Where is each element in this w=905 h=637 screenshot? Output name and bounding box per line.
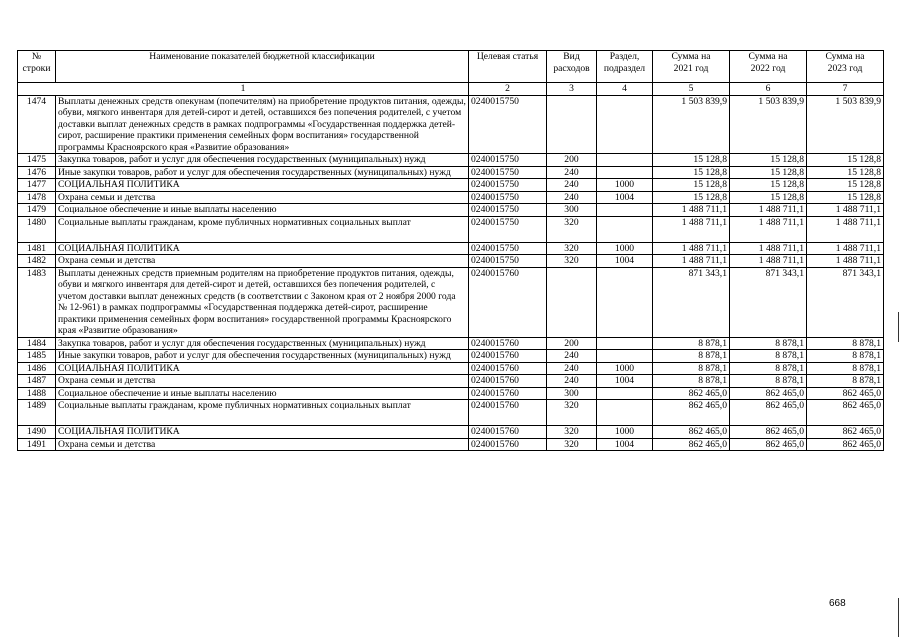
- sum-2022: 862 465,0: [730, 400, 807, 426]
- table-row: [18, 337, 884, 350]
- row-name: Закупка товаров, работ и услуг для обеспечения государственных (муниципальных) нужд: [56, 154, 469, 167]
- sum-2023: 862 465,0: [807, 438, 884, 451]
- row-name: Иные закупки товаров, работ и услуг для обеспечения государственных (муниципальных) нужд: [56, 166, 469, 179]
- row-name: Закупка товаров, работ и услуг для обеспечения государственных (муниципальных) нужд: [56, 337, 469, 350]
- header-row-no: № строки: [18, 51, 56, 83]
- sum-2023: 8 878,1: [807, 375, 884, 388]
- row-name: Охрана семьи и детства: [56, 191, 469, 204]
- row-number: 1484: [18, 337, 56, 350]
- row-name: Охрана семьи и детства: [56, 255, 469, 268]
- sum-2023: 1 488 711,1: [807, 242, 884, 255]
- section-code: [597, 337, 653, 350]
- table-row: [18, 204, 884, 217]
- row-number: 1487: [18, 375, 56, 388]
- table-row: [18, 242, 884, 255]
- table-row: [18, 95, 884, 154]
- sum-2023: 862 465,0: [807, 400, 884, 426]
- sum-2022: 862 465,0: [730, 426, 807, 439]
- expense-type: 320: [547, 255, 597, 268]
- budget-page: [17, 50, 884, 451]
- sum-2022: 15 128,8: [730, 166, 807, 179]
- section-code: 1000: [597, 242, 653, 255]
- sum-2021: 15 128,8: [653, 191, 730, 204]
- table-row: [18, 166, 884, 179]
- table-row: [18, 400, 884, 426]
- expense-type: 240: [547, 362, 597, 375]
- sum-2022: 8 878,1: [730, 362, 807, 375]
- scan-edge-mark: [898, 598, 899, 637]
- table-row: [18, 387, 884, 400]
- sum-2023: 15 128,8: [807, 191, 884, 204]
- row-name: Социальные выплаты гражданам, кроме публичных нормативных социальных выплат: [56, 216, 469, 242]
- page-number: 668: [829, 598, 846, 609]
- row-name: Социальное обеспечение и иные выплаты населению: [56, 387, 469, 400]
- row-name: Социальное обеспечение и иные выплаты населению: [56, 204, 469, 217]
- expense-type: 240: [547, 191, 597, 204]
- header-sum-2021: Сумма на 2021 год: [653, 51, 730, 83]
- header-target: Целевая статья: [469, 51, 547, 83]
- target-code: 0240015760: [469, 337, 547, 350]
- target-code: 0240015750: [469, 204, 547, 217]
- expense-type: 320: [547, 438, 597, 451]
- table-row: [18, 350, 884, 363]
- sum-2023: 1 488 711,1: [807, 216, 884, 242]
- row-number: 1488: [18, 387, 56, 400]
- section-code: [597, 387, 653, 400]
- sum-2022: 8 878,1: [730, 350, 807, 363]
- row-name: Выплаты денежных средств опекунам (попечителям) на приобретение продуктов питания, одежды, обуви, мягкого инвентаря для детей-сирот и детей, оставшихся без попечения родителей, с учетом доставки выплат денежных средств в рамках подпрограммы «Государственная поддержка детей-сирот, расширение практики применения семейных форм воспитания» государственной программы Красноярского края «Развитие образования»: [56, 95, 469, 154]
- sum-2021: 871 343,1: [653, 267, 730, 337]
- target-code: 0240015750: [469, 95, 547, 154]
- sum-2021: 862 465,0: [653, 438, 730, 451]
- sum-2023: 1 488 711,1: [807, 255, 884, 268]
- section-code: [597, 166, 653, 179]
- target-code: 0240015750: [469, 242, 547, 255]
- expense-type: 200: [547, 337, 597, 350]
- target-code: 0240015750: [469, 255, 547, 268]
- expense-type: 240: [547, 350, 597, 363]
- header-razdel: Раздел, подраздел: [597, 51, 653, 83]
- sum-2022: 15 128,8: [730, 179, 807, 192]
- table-row: [18, 267, 884, 337]
- sum-2021: 8 878,1: [653, 362, 730, 375]
- sum-2021: 1 503 839,9: [653, 95, 730, 154]
- scan-edge-mark: [898, 312, 899, 342]
- section-code: 1000: [597, 426, 653, 439]
- section-code: 1004: [597, 191, 653, 204]
- section-code: [597, 216, 653, 242]
- sum-2021: 1 488 711,1: [653, 255, 730, 268]
- section-code: 1004: [597, 438, 653, 451]
- sum-2022: 862 465,0: [730, 387, 807, 400]
- sum-2022: 871 343,1: [730, 267, 807, 337]
- sum-2022: 1 488 711,1: [730, 216, 807, 242]
- sum-2023: 8 878,1: [807, 362, 884, 375]
- table-body: [18, 95, 884, 451]
- header-name: Наименование показателей бюджетной классификации: [56, 51, 469, 83]
- row-number: 1483: [18, 267, 56, 337]
- sum-2021: 1 488 711,1: [653, 242, 730, 255]
- row-number: 1479: [18, 204, 56, 217]
- table-row: [18, 154, 884, 167]
- column-number-row: [18, 83, 884, 96]
- sum-2023: 1 488 711,1: [807, 204, 884, 217]
- target-code: 0240015760: [469, 400, 547, 426]
- target-code: 0240015750: [469, 216, 547, 242]
- column-number: 1: [18, 83, 469, 96]
- row-name: Охрана семьи и детства: [56, 438, 469, 451]
- target-code: 0240015760: [469, 426, 547, 439]
- row-number: 1486: [18, 362, 56, 375]
- expense-type: 300: [547, 387, 597, 400]
- expense-type: [547, 95, 597, 154]
- sum-2023: 15 128,8: [807, 154, 884, 167]
- expense-type: 320: [547, 426, 597, 439]
- target-code: 0240015750: [469, 191, 547, 204]
- column-number: 7: [807, 83, 884, 96]
- target-code: 0240015750: [469, 154, 547, 167]
- sum-2023: 8 878,1: [807, 337, 884, 350]
- sum-2021: 15 128,8: [653, 154, 730, 167]
- target-code: 0240015760: [469, 387, 547, 400]
- row-name: СОЦИАЛЬНАЯ ПОЛИТИКА: [56, 362, 469, 375]
- row-name: Иные закупки товаров, работ и услуг для обеспечения государственных (муниципальных) нужд: [56, 350, 469, 363]
- expense-type: 320: [547, 242, 597, 255]
- table-row: [18, 426, 884, 439]
- sum-2023: 15 128,8: [807, 166, 884, 179]
- sum-2022: 1 488 711,1: [730, 204, 807, 217]
- sum-2023: 15 128,8: [807, 179, 884, 192]
- expense-type: 240: [547, 166, 597, 179]
- expense-type: 320: [547, 216, 597, 242]
- section-code: [597, 204, 653, 217]
- header-sum-2023: Сумма на 2023 год: [807, 51, 884, 83]
- table-row: [18, 255, 884, 268]
- expense-type: 320: [547, 400, 597, 426]
- section-code: [597, 154, 653, 167]
- expense-type: 200: [547, 154, 597, 167]
- sum-2022: 8 878,1: [730, 337, 807, 350]
- expense-type: [547, 267, 597, 337]
- column-number: 6: [730, 83, 807, 96]
- sum-2021: 862 465,0: [653, 387, 730, 400]
- row-name: Охрана семьи и детства: [56, 375, 469, 388]
- expense-type: 240: [547, 179, 597, 192]
- table-row: [18, 362, 884, 375]
- row-name: СОЦИАЛЬНАЯ ПОЛИТИКА: [56, 426, 469, 439]
- table-row: [18, 216, 884, 242]
- header-sum-2022: Сумма на 2022 год: [730, 51, 807, 83]
- sum-2022: 1 488 711,1: [730, 242, 807, 255]
- expense-type: 300: [547, 204, 597, 217]
- sum-2021: 1 488 711,1: [653, 204, 730, 217]
- section-code: [597, 95, 653, 154]
- sum-2022: 15 128,8: [730, 154, 807, 167]
- row-number: 1490: [18, 426, 56, 439]
- row-number: 1489: [18, 400, 56, 426]
- target-code: 0240015760: [469, 362, 547, 375]
- sum-2021: 8 878,1: [653, 350, 730, 363]
- row-name: СОЦИАЛЬНАЯ ПОЛИТИКА: [56, 242, 469, 255]
- section-code: 1000: [597, 179, 653, 192]
- sum-2023: 862 465,0: [807, 387, 884, 400]
- row-number: 1478: [18, 191, 56, 204]
- sum-2023: 8 878,1: [807, 350, 884, 363]
- column-number: 4: [597, 83, 653, 96]
- target-code: 0240015750: [469, 166, 547, 179]
- sum-2023: 871 343,1: [807, 267, 884, 337]
- row-name: Выплаты денежных средств приемным родителям на приобретение продуктов питания, одежды, обуви и мягкого инвентаря для детей-сирот и детей, оставшихся без попечения родителей, с учетом доставки выплат денежных средств (в соответствии с Законом края от 2 ноября 2000 года № 12-961) в рамках подпрограммы «Государственная поддержка детей-сирот, расширение практики применения семейных форм воспитания» государственной программы Красноярского края «Развитие образования»: [56, 267, 469, 337]
- sum-2023: 1 503 839,9: [807, 95, 884, 154]
- target-code: 0240015760: [469, 350, 547, 363]
- row-name: СОЦИАЛЬНАЯ ПОЛИТИКА: [56, 179, 469, 192]
- sum-2022: 1 488 711,1: [730, 255, 807, 268]
- sum-2021: 15 128,8: [653, 166, 730, 179]
- sum-2022: 15 128,8: [730, 191, 807, 204]
- section-code: 1004: [597, 255, 653, 268]
- target-code: 0240015750: [469, 179, 547, 192]
- row-number: 1481: [18, 242, 56, 255]
- section-code: [597, 350, 653, 363]
- column-number: 2: [469, 83, 547, 96]
- section-code: 1004: [597, 375, 653, 388]
- target-code: 0240015760: [469, 375, 547, 388]
- sum-2022: 1 503 839,9: [730, 95, 807, 154]
- row-number: 1474: [18, 95, 56, 154]
- table-row: [18, 179, 884, 192]
- row-number: 1491: [18, 438, 56, 451]
- sum-2022: 862 465,0: [730, 438, 807, 451]
- target-code: 0240015760: [469, 438, 547, 451]
- column-number: 5: [653, 83, 730, 96]
- row-number: 1477: [18, 179, 56, 192]
- row-number: 1485: [18, 350, 56, 363]
- row-number: 1475: [18, 154, 56, 167]
- sum-2022: 8 878,1: [730, 375, 807, 388]
- header-row: [18, 51, 884, 83]
- row-number: 1476: [18, 166, 56, 179]
- sum-2021: 15 128,8: [653, 179, 730, 192]
- section-code: 1000: [597, 362, 653, 375]
- header-vid: Вид расходов: [547, 51, 597, 83]
- row-name: Социальные выплаты гражданам, кроме публичных нормативных социальных выплат: [56, 400, 469, 426]
- section-code: [597, 400, 653, 426]
- expense-type: 240: [547, 375, 597, 388]
- target-code: 0240015760: [469, 267, 547, 337]
- table-row: [18, 191, 884, 204]
- row-number: 1480: [18, 216, 56, 242]
- section-code: [597, 267, 653, 337]
- sum-2021: 862 465,0: [653, 400, 730, 426]
- sum-2021: 8 878,1: [653, 337, 730, 350]
- sum-2021: 862 465,0: [653, 426, 730, 439]
- sum-2021: 1 488 711,1: [653, 216, 730, 242]
- budget-table: [17, 50, 884, 451]
- table-row: [18, 375, 884, 388]
- table-row: [18, 438, 884, 451]
- row-number: 1482: [18, 255, 56, 268]
- sum-2023: 862 465,0: [807, 426, 884, 439]
- column-number: 3: [547, 83, 597, 96]
- sum-2021: 8 878,1: [653, 375, 730, 388]
